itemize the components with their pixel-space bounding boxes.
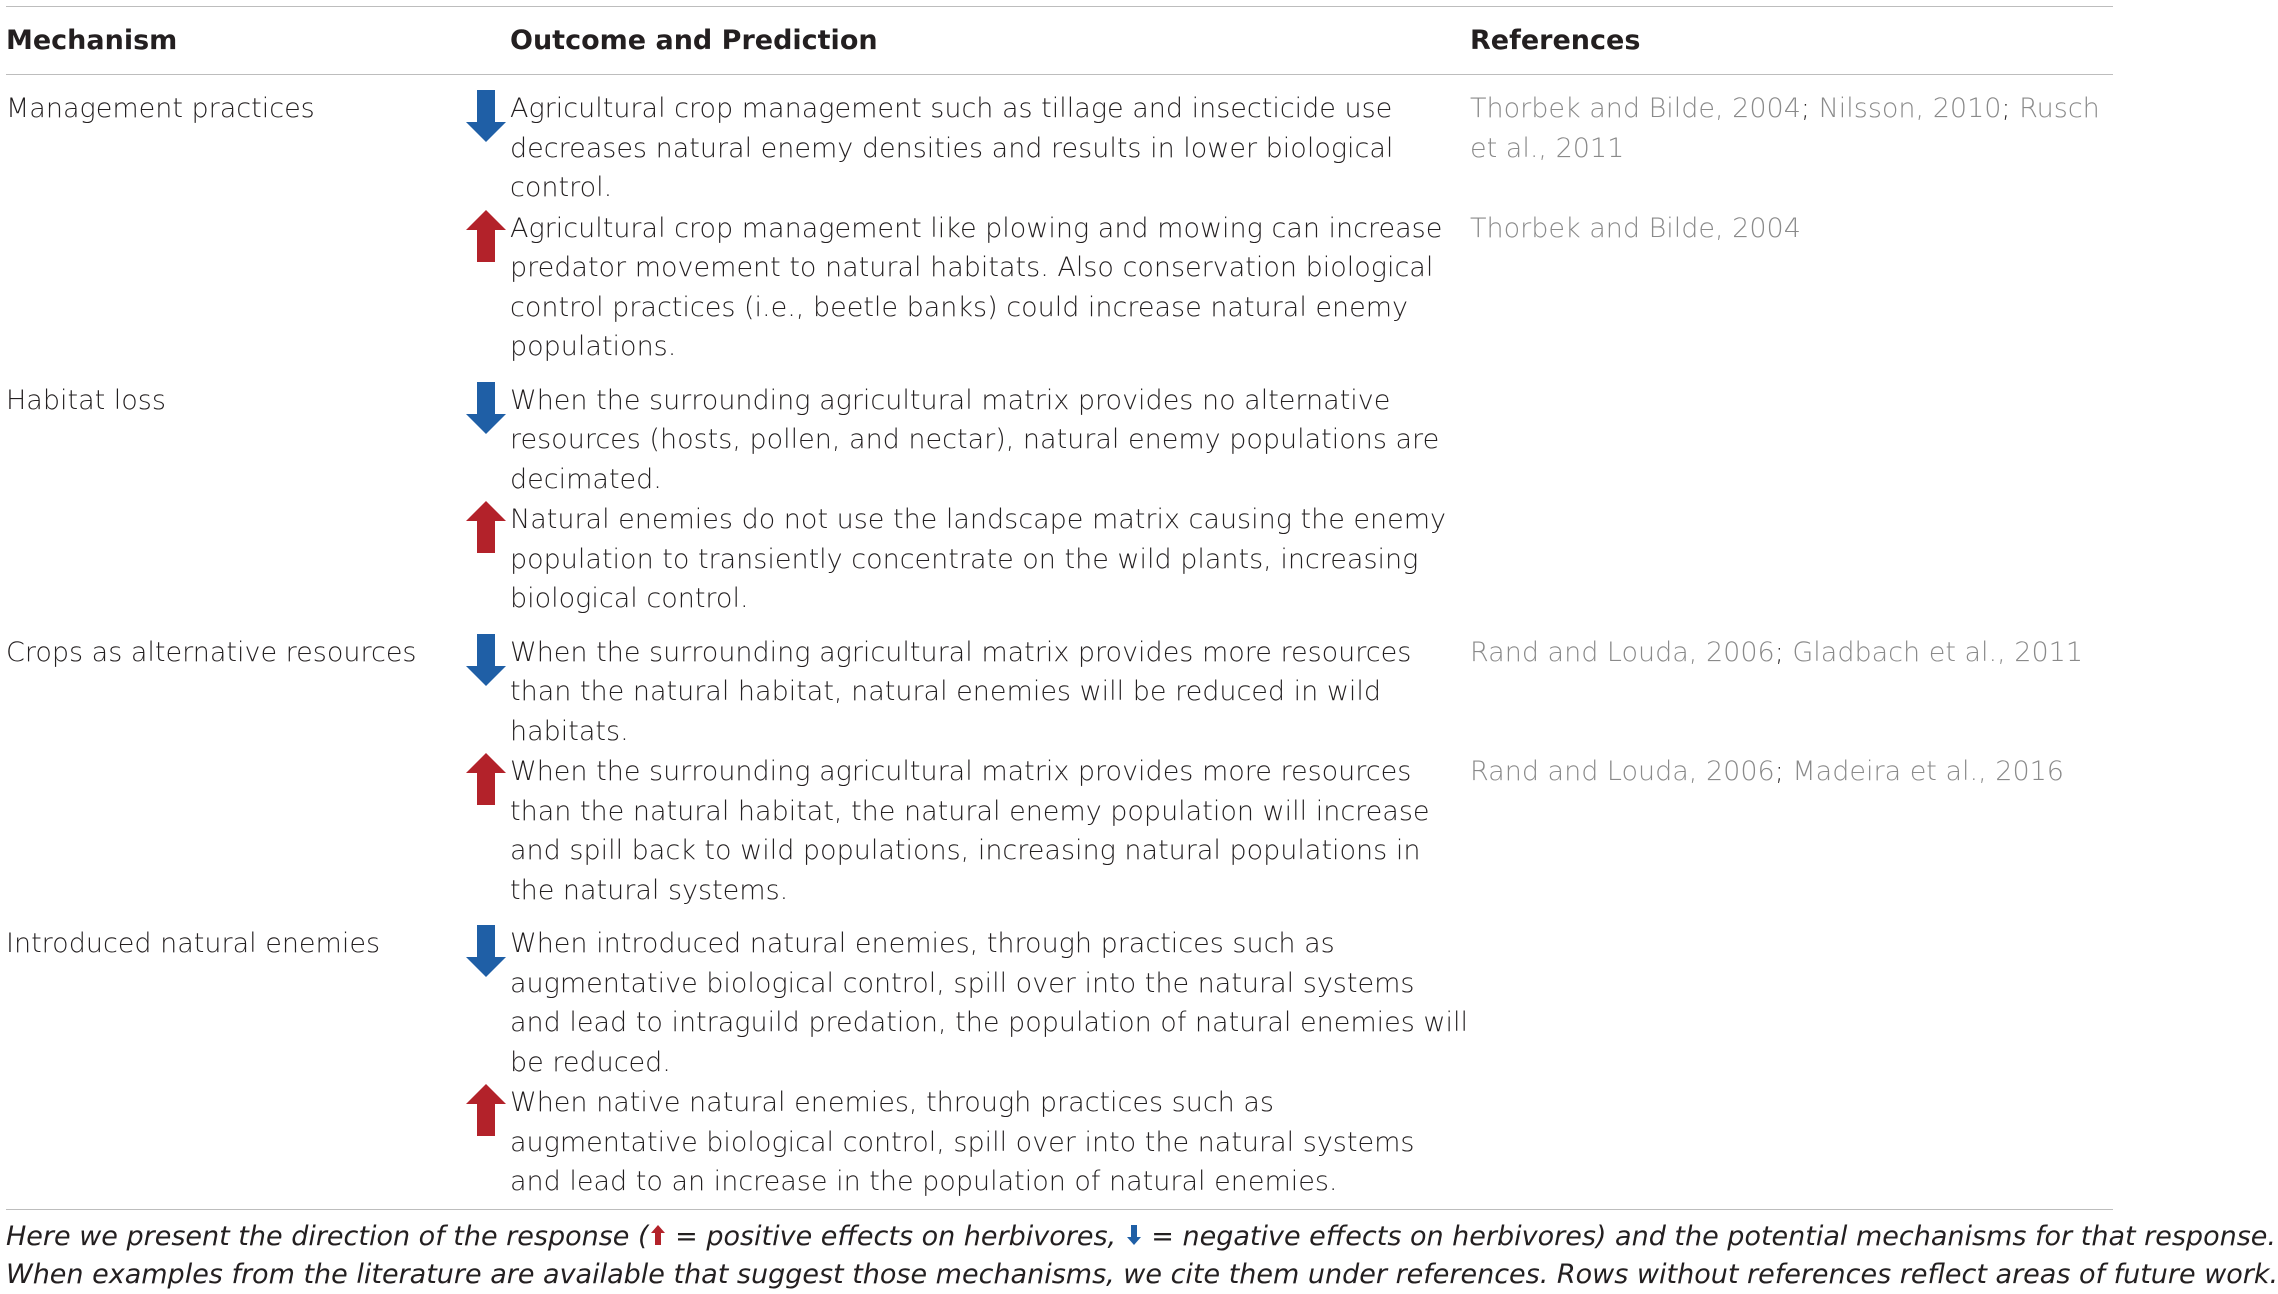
mechanism-cell bbox=[6, 208, 453, 367]
reference-separator: ; bbox=[1774, 636, 1793, 668]
direction-cell bbox=[453, 910, 510, 1082]
footnote-line1-up: = positive effects on herbivores, bbox=[666, 1220, 1125, 1252]
reference-link[interactable]: Rand and Louda, 2006 bbox=[1470, 636, 1775, 668]
header-spacer bbox=[453, 7, 510, 75]
down-arrow-icon bbox=[466, 634, 510, 698]
reference-link[interactable]: Rand and Louda, 2006 bbox=[1470, 756, 1775, 787]
up-arrow-icon bbox=[466, 753, 510, 817]
reference-link[interactable]: Thorbek and Bilde, 2004 bbox=[1470, 212, 1801, 244]
table-footnote bbox=[6, 1209, 2278, 1294]
outcome-cell: Agricultural crop management like plowing and mowing can increase predator movement to natural habitats. Also conservation biological control practices (i.e., beetle banks) could increase natural enemy populations. bbox=[510, 212, 1443, 362]
direction-cell bbox=[453, 1082, 510, 1209]
mechanism-cell: Habitat loss bbox=[6, 384, 166, 416]
mechanism-cell: Crops as alternative resources bbox=[6, 636, 417, 668]
table-row bbox=[6, 75, 2113, 208]
references-cell bbox=[1470, 367, 2113, 500]
header-outcome: Outcome and Prediction bbox=[510, 25, 878, 56]
table-row bbox=[6, 910, 2113, 1082]
up-arrow-icon bbox=[466, 1084, 510, 1148]
footnote-line2: When examples from the literature are available that suggest those mechanisms, we cite them under references. Rows without references reflect areas of future work. bbox=[6, 1259, 2278, 1290]
table-body bbox=[6, 75, 2113, 1210]
reference-separator: ; bbox=[1774, 756, 1793, 787]
mechanism-cell bbox=[6, 499, 453, 619]
outcome-cell: Natural enemies do not use the landscape matrix causing the enemy population to transiently concentrate on the wild plants, increasing biological control. bbox=[510, 504, 1447, 614]
references-cell bbox=[1470, 499, 2113, 619]
reference-link[interactable]: Nilsson, 2010 bbox=[1818, 93, 2002, 124]
down-arrow-icon bbox=[466, 925, 510, 989]
table-row bbox=[6, 1082, 2113, 1209]
direction-cell bbox=[453, 367, 510, 500]
table-row bbox=[6, 499, 2113, 619]
reference-link[interactable]: Madeira et al., 2016 bbox=[1792, 756, 2064, 787]
direction-cell bbox=[453, 499, 510, 619]
direction-cell bbox=[453, 751, 510, 910]
outcome-cell: When introduced natural enemies, through practices such as augmentative biological control, spill over into the natural systems and lead to intraguild predation, the population of natural enemies will be reduced. bbox=[510, 928, 1468, 1078]
mechanism-cell: Management practices bbox=[6, 93, 315, 124]
table-row bbox=[6, 208, 2113, 367]
outcome-cell: When native natural enemies, through practices such as augmentative biological control, spill over into the natural systems and lead to an increase in the population of natural enemies. bbox=[510, 1087, 1415, 1197]
mechanism-cell: Introduced natural enemies bbox=[6, 928, 381, 959]
table-container bbox=[6, 6, 2278, 1294]
mechanisms-table bbox=[6, 6, 2278, 1294]
footnote-line1-prefix: Here we present the direction of the response ( bbox=[6, 1220, 649, 1252]
outcome-cell: Agricultural crop management such as tillage and insecticide use decreases natural enemy densities and results in lower biological control. bbox=[510, 93, 1394, 203]
mechanism-cell bbox=[6, 751, 453, 910]
header-references: References bbox=[1470, 25, 1641, 56]
table-row bbox=[6, 751, 2113, 910]
reference-separator: ; bbox=[1800, 93, 1819, 124]
up-arrow-icon bbox=[466, 501, 510, 565]
table-header-row bbox=[6, 7, 2113, 75]
outcome-cell: When the surrounding agricultural matrix provides no alternative resources (hosts, pollen, and nectar), natural enemy populations are decimated. bbox=[510, 384, 1440, 495]
references-cell bbox=[1470, 910, 2113, 1082]
references-cell bbox=[1470, 208, 2113, 367]
direction-cell bbox=[453, 619, 510, 752]
references-cell bbox=[1470, 751, 2113, 910]
reference-link[interactable]: Gladbach et al., 2011 bbox=[1792, 636, 2083, 668]
mechanism-cell bbox=[6, 1082, 453, 1209]
table-row bbox=[6, 367, 2113, 500]
reference-link[interactable]: Thorbek and Bilde, 2004 bbox=[1470, 93, 1801, 124]
reference-separator: ; bbox=[2001, 93, 2020, 124]
outcome-cell: When the surrounding agricultural matrix provides more resources than the natural habitat, natural enemies will be reduced in wild habitats. bbox=[510, 636, 1412, 747]
down-arrow-icon bbox=[1127, 1218, 1141, 1256]
up-arrow-icon bbox=[466, 210, 510, 274]
outcome-cell: When the surrounding agricultural matrix provides more resources than the natural habitat, the natural enemy population will increase and spill back to wild populations, increasing natural populations in the natural systems. bbox=[510, 756, 1430, 906]
reference-link[interactable]: Rusch et al., 2011 bbox=[1470, 93, 2100, 164]
references-cell bbox=[1470, 75, 2113, 208]
references-cell bbox=[1470, 1082, 2113, 1209]
down-arrow-icon bbox=[466, 382, 510, 446]
direction-cell bbox=[453, 208, 510, 367]
down-arrow-icon bbox=[466, 90, 510, 154]
footnote-line1-down: = negative effects on herbivores) and the potential mechanisms for that response. bbox=[1142, 1220, 2276, 1252]
table-row bbox=[6, 619, 2113, 752]
footnote-row bbox=[6, 1209, 2113, 1294]
up-arrow-icon bbox=[651, 1218, 665, 1256]
header-mechanism: Mechanism bbox=[6, 25, 178, 56]
references-cell bbox=[1470, 619, 2113, 752]
direction-cell bbox=[453, 75, 510, 208]
